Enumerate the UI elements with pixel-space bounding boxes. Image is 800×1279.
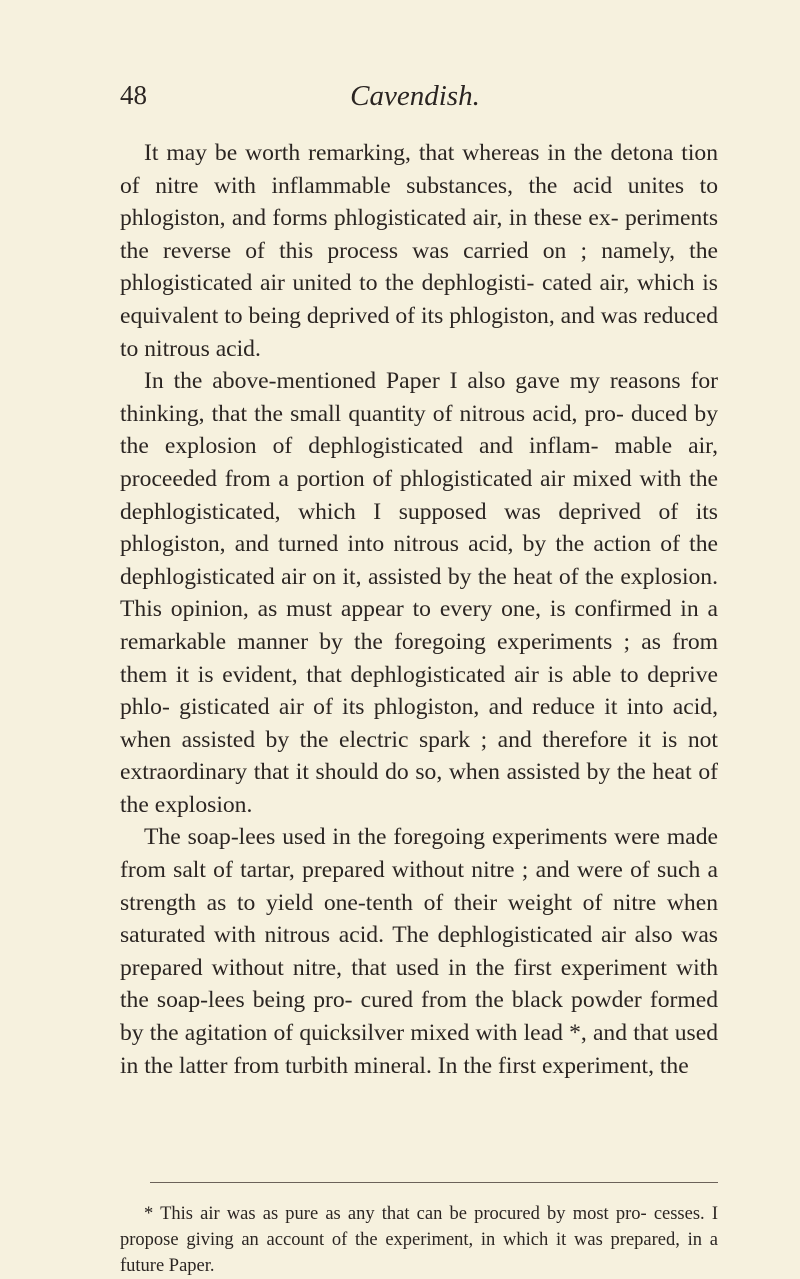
- page-number: 48: [120, 80, 147, 110]
- running-title: Cavendish.: [350, 80, 480, 112]
- paragraph: The soap-lees used in the foregoing experiments were made from salt of tartar, prepared without nitre ; and were of such a strength as to yield one-tenth of their weight of nitre when saturated with nitrous acid. The dephlogisticated air also was prepared without nitre, that used in the first experiment with the soap-lees being pro- cured from the black powder formed by the agitation of quicksilver mixed with lead *, and that used in the latter from turbith mineral. In the first experiment, the: [120, 824, 718, 1079]
- body-text: [120, 137, 718, 1082]
- footnote-text: * This air was as pure as any that can be procured by most pro- cesses. I propose giving an account of the experiment, in which it was prepared, in a future Paper.: [120, 1204, 718, 1276]
- footnote: [120, 1201, 718, 1279]
- footnote-divider: [150, 1182, 718, 1183]
- paragraph: In the above-mentioned Paper I also gave my reasons for thinking, that the small quantity of nitrous acid, pro- duced by the explosion of dephlogisticated and inflam- mable air, proceeded from a portion of phlogisticated air mixed with the dephlogisticated, which I supposed was deprived of its phlogiston, and turned into nitrous acid, by the action of the dephlogisticated air on it, assisted by the heat of the explosion. This opinion, as must appear to every one, is confirmed in a remarkable manner by the foregoing experiments ; as from them it is evident, that dephlogisticated air is able to deprive phlo- gisticated air of its phlogiston, and reduce it into acid, when assisted by the electric spark ; and therefore it is not extraordinary that it should do so, when assisted by the heat of the explosion.: [120, 368, 718, 818]
- page-header: [120, 80, 710, 120]
- paragraph: It may be worth remarking, that whereas in the detona tion of nitre with inflammable substances, the acid unites to phlogiston, and forms phlogisticated air, in these ex- periments the reverse of this process was carried on ; namely, the phlogisticated air united to the dephlogisti- cated air, which is equivalent to being deprived of its phlogiston, and was reduced to nitrous acid.: [120, 140, 718, 362]
